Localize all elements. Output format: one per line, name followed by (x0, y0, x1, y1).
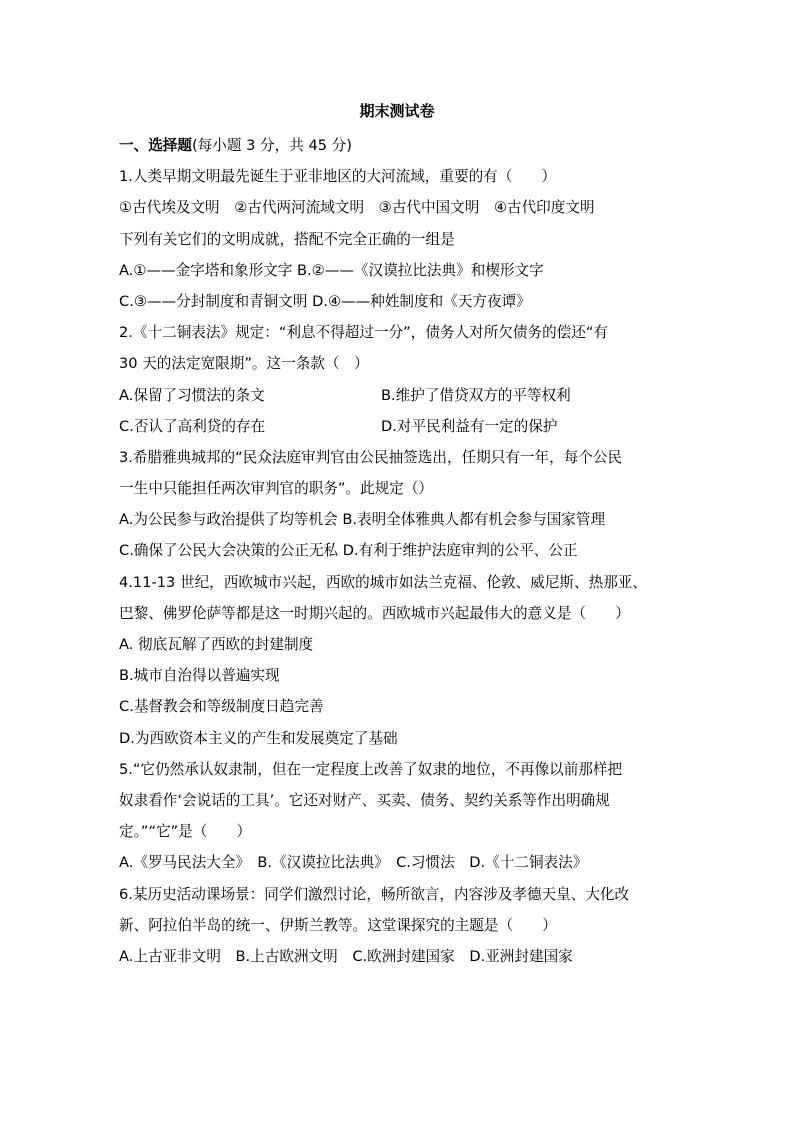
question-2-option-a: A.保留了习惯法的条文 (119, 386, 265, 404)
question-2-option-row (119, 380, 689, 411)
question-4-option-a: A. 彻底瓦解了西欧的封建制度 (119, 636, 314, 653)
question-3-stem: 一生中只能担任两次审判官的职务”。此规定（） (119, 480, 434, 498)
question-1-stem: ①古代埃及文明 ②古代两河流域文明 ③古代中国文明 ④古代印度文明 (119, 199, 595, 217)
question-3-option: A.为公民参与政治提供了均等机会 B.表明全体雅典人都有机会参与国家管理 (119, 511, 606, 529)
question-5-options: A.《罗马民法大全》 B.《汉谟拉比法典》 C.习惯法 D.《十二铜表法》 (119, 854, 588, 872)
question-6-stem: 新、阿拉伯半岛的统一、伊斯兰教等。这堂课探究的主题是（ ） (119, 916, 557, 934)
question-4-stem: 巴黎、佛罗伦萨等都是这一时期兴起的。西欧城市兴起最伟大的意义是（ ） (119, 604, 630, 622)
question-6-options: A.上古亚非文明 B.上古欧洲文明 C.欧洲封建国家 D.亚洲封建国家 (119, 947, 573, 965)
section-heading (119, 130, 689, 161)
question-5-stem: 定。”“它”是（ ） (119, 823, 252, 841)
question-2-option-c: C.否认了高利贷的存在 (119, 417, 266, 435)
question-2-option-d: D.对平民利益有一定的保护 (381, 417, 558, 435)
question-4-stem: 4.11-13 世纪，西欧城市兴起，西欧的城市如法兰克福、伦敦、威尼斯、热那亚、 (119, 573, 647, 591)
question-1-stem: 下列有关它们的文明成就，搭配不完全正确的一组是 (119, 230, 455, 248)
question-2-stem: 2.《十二铜表法》规定：“利息不得超过一分”，债务人对所欠债务的偿还“有 (119, 324, 609, 342)
question-1-option: A.①——金字塔和象形文字 B.②——《汉谟拉比法典》和楔形文字 (119, 261, 544, 279)
question-6-stem: 6.某历史活动课场景：同学们激烈讨论，畅所欲言，内容涉及孝德天皇、大化改 (119, 885, 630, 903)
exam-title: 期末测试卷 (359, 102, 435, 120)
question-4-option-d: D.为西欧资本主义的产生和发展奠定了基础 (119, 729, 398, 747)
question-1-stem: 1.人类早期文明最先诞生于亚非地区的大河流域，重要的有（ ） (119, 168, 557, 186)
exam-content (119, 130, 689, 972)
section-note: (每小题 3 分，共 45 分) (191, 137, 352, 154)
question-4-option-b: B.城市自治得以普遍实现 (119, 667, 280, 685)
question-4-option-c: C.基督教会和等级制度日趋完善 (119, 698, 324, 716)
question-3-option: C.确保了公民大会决策的公正无私 D.有利于维护法庭审判的公平、公正 (119, 542, 578, 560)
question-2-stem: 30 天的法定宽限期”。这一条款（ ） (119, 355, 369, 373)
question-1-option: C.③——分封制度和青铜文明 D.④——种姓制度和《天方夜谭》 (119, 292, 531, 310)
question-5-stem: 5.“它仍然承认奴隶制，但在一定程度上改善了奴隶的地位，不再像以前那样把 (119, 760, 623, 778)
section-heading-text: 一、选择题 (119, 137, 192, 154)
question-5-stem: 奴隶看作‘会说话的工具’。它还对财产、买卖、债务、契约关系等作出明确规 (119, 791, 610, 809)
question-3-stem: 3.希腊雅典城邦的“民众法庭审判官由公民抽签选出，任期只有一年，每个公民 (119, 448, 623, 466)
question-2-option-row (119, 411, 689, 442)
question-2-option-b: B.维护了借贷双方的平等权利 (381, 386, 571, 404)
